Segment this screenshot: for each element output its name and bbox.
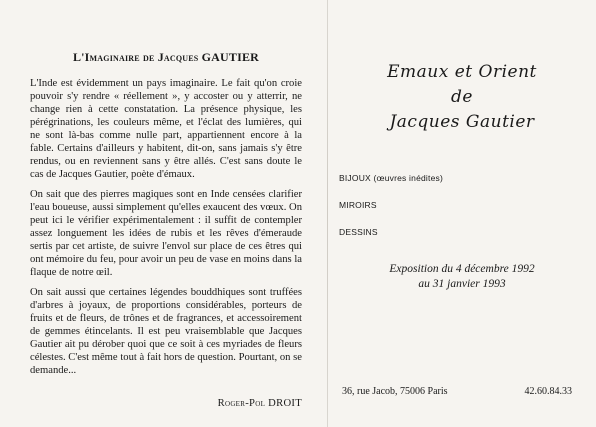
- exhibition-dates: [328, 262, 596, 292]
- essay-heading: L'Imaginaire de Jacques GAUTIER: [72, 50, 260, 64]
- item-bijoux: BIJOUX (œuvres inédites): [339, 173, 443, 183]
- dates-line-2: au 31 janvier 1993: [418, 278, 506, 290]
- essay-paragraph-1: L'Inde est évidemment un pays imaginaire. Le fait qu'on croie pouvoir s'y rendre « réellement », y accoster ou y atterrir, ne change rien à cette constatation. La présence physique, les pérégrinations, les couleurs même, et l'éclat des lumières, qui ne sont là-bas comme nulle part, appartiennent encore à la fable. Certains d'ailleurs y habitent, dit-on, sans jamais s'y être rendus, ou en reviennent sans y être allés. C'est sans doute le cas de Jacques Gautier, poète d'émaux.: [30, 78, 302, 180]
- left-panel: [30, 50, 302, 409]
- right-panel: [328, 0, 596, 427]
- title-line-1: Emaux et Orient: [387, 62, 537, 82]
- exhibit-items: [339, 173, 443, 254]
- gallery-address: 36, rue Jacob, 75006 Paris: [342, 386, 448, 397]
- item-miroirs: MIROIRS: [339, 200, 377, 210]
- item-dessins: DESSINS: [339, 227, 378, 237]
- dates-line-1: Exposition du 4 décembre 1992: [389, 263, 535, 275]
- essay-paragraph-3: On sait aussi que certaines légendes bouddhiques sont truffées d'arbres à joyaux, de proportions considérables, porteurs de fruits et de fleurs, de trônes et de fragrances, et accessoirement de gemmes étincelants. Il est peu vraisemblable que Jacques Gautier ait pu dérober quoi que ce soit à ces myriades de fleurs célestes. C'est même tout à fait hors de question. Pourtant, on se demande...: [30, 287, 302, 376]
- essay-paragraph-2: On sait que des pierres magiques sont en Inde censées clarifier l'eau boueuse, aussi simplement qu'elles exaucent des vœux. On peut ici le vérifier expérimentalement : il suffit de contempler assez longuement les idées de rubis et les rêves d'émeraude sertis par cet artiste, de suivre l'envol sur place de ces êtres qui ont mémoire du feu, pour avoir un peu de vase en moins dans la flaque de notre œil.: [30, 189, 302, 278]
- author-signature: Roger-Pol DROIT: [217, 398, 302, 409]
- title-line-2: de: [451, 87, 473, 107]
- gallery-phone: 42.60.84.33: [524, 386, 572, 397]
- title-line-3: Jacques Gautier: [389, 112, 535, 132]
- exhibition-title: [328, 60, 596, 135]
